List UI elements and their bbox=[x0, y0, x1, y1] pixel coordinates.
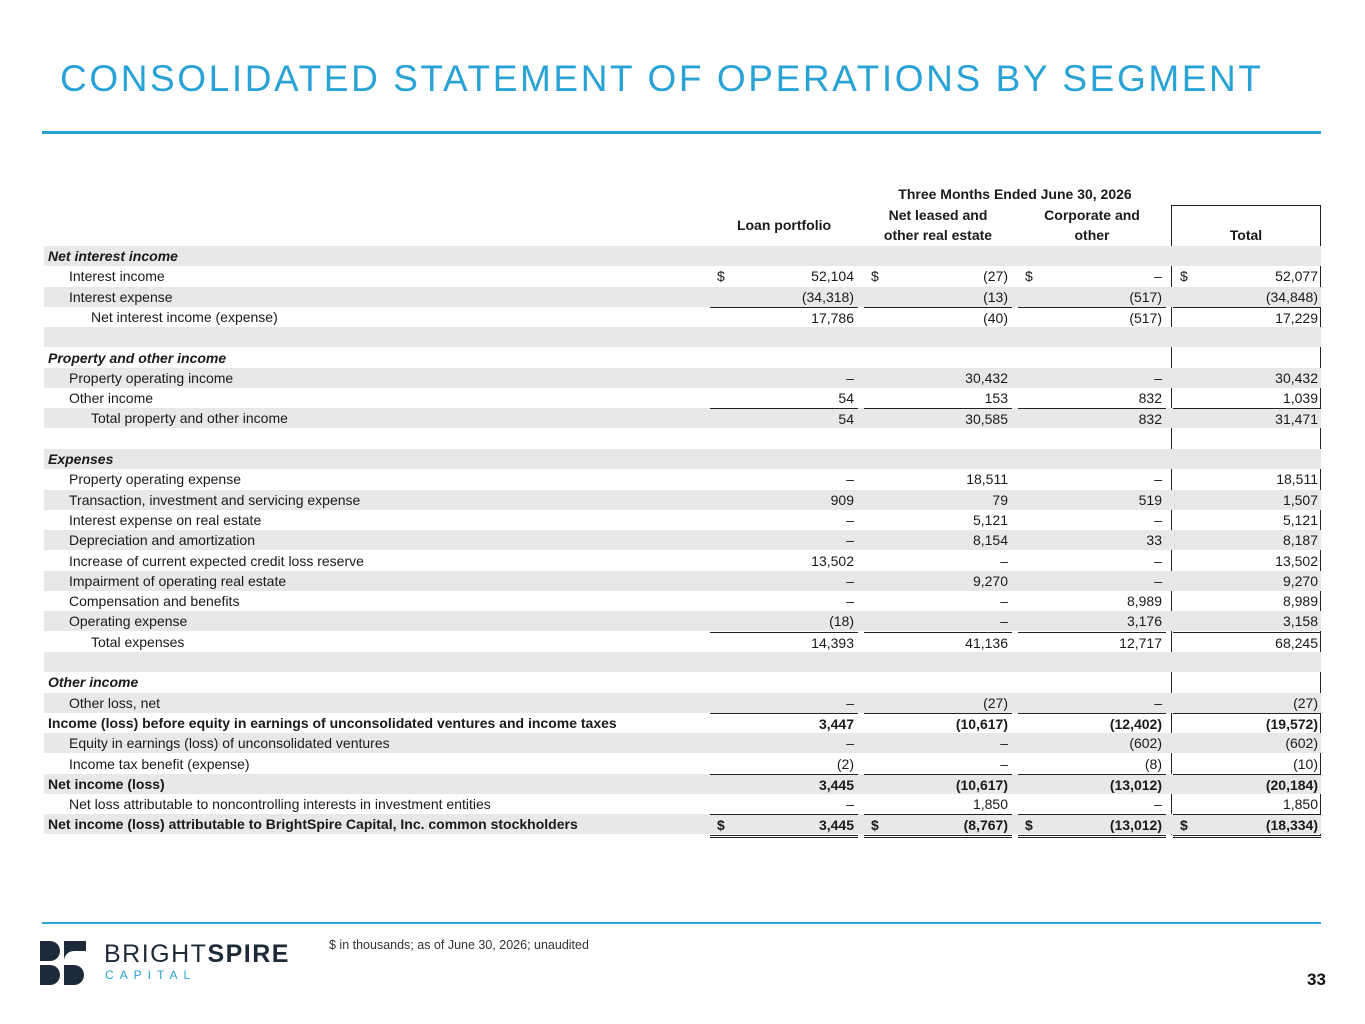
cell-value: – bbox=[846, 532, 854, 549]
value-cell bbox=[864, 632, 1012, 653]
value-cell bbox=[1018, 551, 1166, 571]
value-cell bbox=[864, 814, 1012, 838]
section-header-row bbox=[44, 672, 1321, 692]
table-row bbox=[44, 632, 1321, 652]
cell-value: – bbox=[846, 572, 854, 589]
column-header-line1: Corporate and bbox=[1044, 207, 1140, 223]
cell-value: 8,187 bbox=[1282, 532, 1318, 549]
value-cell bbox=[1173, 611, 1321, 631]
row-label: Income (loss) before equity in earnings of unconsolidated ventures and income taxes bbox=[48, 714, 617, 731]
cell-value: (602) bbox=[1129, 735, 1162, 752]
row-label: Depreciation and amortization bbox=[69, 532, 255, 549]
value-cell bbox=[864, 551, 1012, 571]
value-cell bbox=[864, 388, 1012, 408]
row-label: Net income (loss) bbox=[48, 775, 165, 792]
cell-value: (13,012) bbox=[1109, 817, 1162, 834]
cell-value: 30,432 bbox=[965, 369, 1008, 386]
currency-symbol: $ bbox=[871, 817, 879, 834]
value-cell bbox=[1173, 266, 1321, 286]
value-cell bbox=[710, 814, 858, 838]
row-label: Net loss attributable to noncontrolling interests in investment entities bbox=[69, 796, 491, 813]
column-header bbox=[1172, 205, 1320, 245]
cell-value: 52,104 bbox=[811, 268, 854, 285]
row-label: Other income bbox=[69, 390, 154, 407]
cell-value: 18,511 bbox=[966, 471, 1008, 488]
value-cell bbox=[710, 551, 858, 571]
column-header-line2: other real estate bbox=[883, 227, 993, 243]
footer-divider bbox=[42, 922, 1321, 924]
cell-value: 3,176 bbox=[1126, 613, 1162, 630]
cell-value: 1,507 bbox=[1282, 491, 1318, 508]
value-cell bbox=[864, 774, 1012, 795]
value-cell bbox=[1018, 408, 1166, 429]
value-cell bbox=[864, 754, 1012, 774]
table-row bbox=[44, 388, 1321, 408]
column-header-line2: Total bbox=[1229, 227, 1263, 243]
cell-value: 3,445 bbox=[818, 817, 854, 834]
cell-value: (8,767) bbox=[963, 817, 1008, 834]
cell-value: 5,121 bbox=[1282, 511, 1318, 528]
value-cell bbox=[710, 794, 858, 814]
value-cell bbox=[1018, 490, 1166, 510]
cell-value: 79 bbox=[992, 491, 1008, 508]
row-label: Income tax benefit (expense) bbox=[69, 755, 250, 772]
cell-value: – bbox=[1154, 471, 1162, 488]
value-cell bbox=[864, 571, 1012, 591]
value-cell bbox=[864, 733, 1012, 753]
value-cell bbox=[1173, 510, 1321, 530]
cell-value: 8,989 bbox=[1282, 593, 1318, 610]
value-cell bbox=[1018, 713, 1166, 734]
cell-value: 832 bbox=[1138, 411, 1162, 428]
cell-value: 3,447 bbox=[818, 715, 854, 732]
row-label: Operating expense bbox=[69, 613, 188, 630]
cell-value: 17,786 bbox=[811, 309, 854, 326]
column-header-line1 bbox=[1172, 205, 1320, 225]
value-cell bbox=[710, 307, 858, 328]
value-cell bbox=[864, 591, 1012, 611]
value-cell bbox=[710, 713, 858, 734]
row-label: Impairment of operating real estate bbox=[69, 572, 287, 589]
value-cell bbox=[710, 611, 858, 631]
currency-symbol: $ bbox=[1180, 817, 1188, 834]
value-cell bbox=[1018, 368, 1166, 388]
value-cell bbox=[710, 632, 858, 653]
table-row bbox=[44, 794, 1321, 814]
value-cell bbox=[1018, 774, 1166, 795]
table-row bbox=[44, 266, 1321, 286]
row-label: Interest expense on real estate bbox=[69, 511, 262, 528]
value-cell bbox=[1018, 307, 1166, 328]
cell-value: 33 bbox=[1146, 532, 1162, 549]
cell-value: 9,270 bbox=[1282, 572, 1318, 589]
period-header: Three Months Ended June 30, 2026 bbox=[898, 186, 1132, 202]
value-cell bbox=[1173, 469, 1321, 489]
cell-value: 30,432 bbox=[1275, 369, 1318, 386]
column-header-line1: Net leased and bbox=[888, 207, 988, 223]
value-cell bbox=[1018, 510, 1166, 530]
section-header-row bbox=[44, 348, 1321, 368]
cell-value: – bbox=[1000, 613, 1008, 630]
cell-value: (12,402) bbox=[1109, 715, 1162, 732]
table-row bbox=[44, 733, 1321, 753]
row-label: Property operating income bbox=[69, 369, 234, 386]
value-cell bbox=[1018, 693, 1166, 713]
cell-value: (18,334) bbox=[1265, 817, 1318, 834]
value-cell bbox=[1173, 774, 1321, 795]
cell-value: – bbox=[846, 694, 854, 711]
cell-value: – bbox=[1000, 552, 1008, 569]
cell-value: – bbox=[1000, 735, 1008, 752]
cell-value: 3,158 bbox=[1282, 613, 1318, 630]
cell-value: – bbox=[846, 471, 854, 488]
table-row bbox=[44, 774, 1321, 794]
value-cell bbox=[864, 469, 1012, 489]
cell-value: 17,229 bbox=[1275, 309, 1318, 326]
value-cell bbox=[864, 693, 1012, 713]
cell-value: 8,154 bbox=[972, 532, 1008, 549]
row-label: Total expenses bbox=[91, 633, 185, 650]
value-cell bbox=[1018, 794, 1166, 814]
value-cell bbox=[710, 368, 858, 388]
cell-value: (2) bbox=[836, 755, 854, 772]
value-cell bbox=[1173, 368, 1321, 388]
row-label: Expenses bbox=[48, 451, 114, 467]
value-cell bbox=[710, 693, 858, 713]
cell-value: 31,471 bbox=[1275, 411, 1318, 428]
column-header-line2: other bbox=[1074, 227, 1110, 243]
value-cell bbox=[710, 469, 858, 489]
value-cell bbox=[710, 571, 858, 591]
cell-value: – bbox=[1154, 268, 1162, 285]
cell-value: (27) bbox=[1293, 694, 1318, 711]
cell-value: 8,989 bbox=[1126, 593, 1162, 610]
cell-value: 1,850 bbox=[972, 796, 1008, 813]
cell-value: (34,318) bbox=[801, 288, 854, 305]
cell-value: (27) bbox=[983, 268, 1008, 285]
logo-subtext: CAPITAL bbox=[105, 968, 197, 982]
value-cell bbox=[710, 733, 858, 753]
value-cell bbox=[1173, 794, 1321, 814]
cell-value: (10,617) bbox=[955, 776, 1008, 793]
cell-value: – bbox=[1154, 572, 1162, 589]
value-cell bbox=[710, 408, 858, 429]
cell-value: – bbox=[1000, 755, 1008, 772]
cell-value: – bbox=[846, 593, 854, 610]
value-cell bbox=[1018, 733, 1166, 753]
currency-symbol: $ bbox=[871, 268, 879, 285]
row-label: Transaction, investment and servicing expense bbox=[69, 491, 361, 508]
cell-value: 54 bbox=[838, 390, 854, 407]
cell-value: – bbox=[846, 796, 854, 813]
value-cell bbox=[1173, 408, 1321, 429]
value-cell bbox=[864, 287, 1012, 307]
value-cell bbox=[710, 388, 858, 408]
table-row bbox=[44, 307, 1321, 327]
value-cell bbox=[1173, 713, 1321, 734]
value-cell bbox=[1018, 571, 1166, 591]
value-cell bbox=[710, 774, 858, 795]
cell-value: 18,511 bbox=[1276, 471, 1318, 488]
value-cell bbox=[1173, 632, 1321, 653]
logo-wordmark: BRIGHTSPIRE bbox=[104, 940, 290, 968]
cell-value: 519 bbox=[1138, 491, 1162, 508]
cell-value: 41,136 bbox=[965, 634, 1008, 651]
table-row bbox=[44, 713, 1321, 733]
cell-value: 1,039 bbox=[1282, 390, 1318, 407]
value-cell bbox=[864, 713, 1012, 734]
row-label: Total property and other income bbox=[91, 410, 288, 427]
title-divider bbox=[42, 131, 1321, 134]
table-row bbox=[44, 693, 1321, 713]
cell-value: 13,502 bbox=[1275, 552, 1318, 569]
value-cell bbox=[1018, 632, 1166, 653]
value-cell bbox=[864, 307, 1012, 328]
cell-value: (13,012) bbox=[1109, 776, 1162, 793]
cell-value: 1,850 bbox=[1282, 796, 1318, 813]
table-row bbox=[44, 530, 1321, 550]
spacer-row bbox=[44, 429, 1321, 449]
cell-value: 52,077 bbox=[1275, 268, 1318, 285]
table-row bbox=[44, 408, 1321, 428]
cell-value: (517) bbox=[1129, 309, 1162, 326]
column-header-line2: Loan portfolio bbox=[736, 217, 832, 233]
cell-value: 30,585 bbox=[965, 411, 1008, 428]
row-label: Property operating expense bbox=[69, 471, 241, 488]
table-row bbox=[44, 754, 1321, 774]
cell-value: 14,393 bbox=[811, 634, 854, 651]
cell-value: (10) bbox=[1293, 755, 1318, 772]
value-cell bbox=[864, 530, 1012, 550]
column-header bbox=[710, 205, 858, 235]
cell-value: (20,184) bbox=[1265, 776, 1318, 793]
cell-value: 12,717 bbox=[1119, 634, 1162, 651]
page-title: CONSOLIDATED STATEMENT OF OPERATIONS BY SEGMENT bbox=[60, 58, 1264, 99]
cell-value: (34,848) bbox=[1265, 288, 1318, 305]
table-row bbox=[44, 814, 1321, 834]
value-cell bbox=[1018, 266, 1166, 286]
row-label: Other loss, net bbox=[69, 694, 161, 711]
cell-value: 54 bbox=[838, 411, 854, 428]
table-row bbox=[44, 571, 1321, 591]
value-cell bbox=[864, 794, 1012, 814]
cell-value: (10,617) bbox=[955, 715, 1008, 732]
cell-value: 9,270 bbox=[972, 572, 1008, 589]
value-cell bbox=[1173, 490, 1321, 510]
cell-value: – bbox=[1154, 511, 1162, 528]
spacer-row bbox=[44, 652, 1321, 672]
currency-symbol: $ bbox=[1180, 268, 1188, 285]
value-cell bbox=[1018, 530, 1166, 550]
value-cell bbox=[1173, 287, 1321, 307]
currency-symbol: $ bbox=[717, 268, 725, 285]
cell-value: (27) bbox=[983, 694, 1008, 711]
cell-value: 68,245 bbox=[1275, 634, 1318, 651]
spacer-row bbox=[44, 327, 1321, 347]
cell-value: – bbox=[1000, 593, 1008, 610]
value-cell bbox=[710, 287, 858, 307]
value-cell bbox=[864, 266, 1012, 286]
footnote: $ in thousands; as of June 30, 2026; unaudited bbox=[329, 938, 589, 952]
table-row bbox=[44, 510, 1321, 530]
cell-value: – bbox=[846, 511, 854, 528]
value-cell bbox=[1173, 814, 1321, 838]
column-header bbox=[864, 205, 1012, 245]
value-cell bbox=[710, 530, 858, 550]
cell-value: (13) bbox=[983, 288, 1008, 305]
cell-value: (18) bbox=[829, 613, 854, 630]
section-header-row bbox=[44, 246, 1321, 266]
value-cell bbox=[1018, 814, 1166, 838]
cell-value: – bbox=[1154, 694, 1162, 711]
row-label: Interest expense bbox=[69, 288, 173, 305]
value-cell bbox=[710, 490, 858, 510]
table-row bbox=[44, 469, 1321, 489]
row-label: Increase of current expected credit loss reserve bbox=[69, 552, 364, 569]
row-label: Net interest income bbox=[48, 248, 178, 264]
value-cell bbox=[864, 490, 1012, 510]
table-row bbox=[44, 368, 1321, 388]
cell-value: 153 bbox=[984, 390, 1008, 407]
row-label: Property and other income bbox=[48, 349, 227, 366]
cell-value: 909 bbox=[830, 491, 854, 508]
value-cell bbox=[1173, 733, 1321, 753]
cell-value: (8) bbox=[1144, 755, 1162, 772]
column-header bbox=[1018, 205, 1166, 245]
cell-value: (19,572) bbox=[1265, 715, 1318, 732]
cell-value: 13,502 bbox=[811, 552, 854, 569]
value-cell bbox=[710, 510, 858, 530]
cell-value: – bbox=[846, 735, 854, 752]
value-cell bbox=[1173, 530, 1321, 550]
page-number: 33 bbox=[1307, 970, 1326, 989]
value-cell bbox=[1173, 591, 1321, 611]
table-row bbox=[44, 287, 1321, 307]
cell-value: (40) bbox=[983, 309, 1008, 326]
row-label: Compensation and benefits bbox=[69, 593, 240, 610]
value-cell bbox=[864, 408, 1012, 429]
cell-value: 3,445 bbox=[818, 776, 854, 793]
value-cell bbox=[1018, 591, 1166, 611]
value-cell bbox=[1018, 611, 1166, 631]
value-cell bbox=[1173, 388, 1321, 408]
value-cell bbox=[710, 591, 858, 611]
cell-value: 832 bbox=[1138, 390, 1162, 407]
table-row bbox=[44, 591, 1321, 611]
value-cell bbox=[1173, 307, 1321, 328]
currency-symbol: $ bbox=[717, 817, 725, 834]
cell-value: (517) bbox=[1129, 288, 1162, 305]
section-header-row bbox=[44, 449, 1321, 469]
value-cell bbox=[864, 611, 1012, 631]
value-cell bbox=[1173, 551, 1321, 571]
row-label: Net interest income (expense) bbox=[91, 308, 278, 325]
value-cell bbox=[1018, 754, 1166, 774]
cell-value: (602) bbox=[1285, 735, 1318, 752]
brightspire-logo-icon bbox=[40, 941, 100, 985]
cell-value: – bbox=[1154, 369, 1162, 386]
column-header-line1 bbox=[710, 205, 858, 215]
table-row bbox=[44, 551, 1321, 571]
row-label: Other income bbox=[48, 674, 139, 691]
value-cell bbox=[1173, 693, 1321, 713]
cell-value: 5,121 bbox=[972, 511, 1008, 528]
row-label: Interest income bbox=[69, 268, 165, 285]
cell-value: – bbox=[846, 369, 854, 386]
value-cell bbox=[1018, 287, 1166, 307]
value-cell bbox=[710, 754, 858, 774]
currency-symbol: $ bbox=[1025, 817, 1033, 834]
value-cell bbox=[1173, 754, 1321, 774]
value-cell bbox=[1018, 388, 1166, 408]
table-row bbox=[44, 490, 1321, 510]
value-cell bbox=[864, 368, 1012, 388]
value-cell bbox=[710, 266, 858, 286]
table-row bbox=[44, 611, 1321, 631]
cell-value: – bbox=[1154, 796, 1162, 813]
value-cell bbox=[1173, 571, 1321, 591]
currency-symbol: $ bbox=[1025, 268, 1033, 285]
value-cell bbox=[864, 510, 1012, 530]
row-label: Net income (loss) attributable to BrightSpire Capital, Inc. common stockholders bbox=[48, 816, 578, 833]
value-cell bbox=[1018, 469, 1166, 489]
row-label: Equity in earnings (loss) of unconsolidated ventures bbox=[69, 735, 390, 752]
cell-value: – bbox=[1154, 552, 1162, 569]
